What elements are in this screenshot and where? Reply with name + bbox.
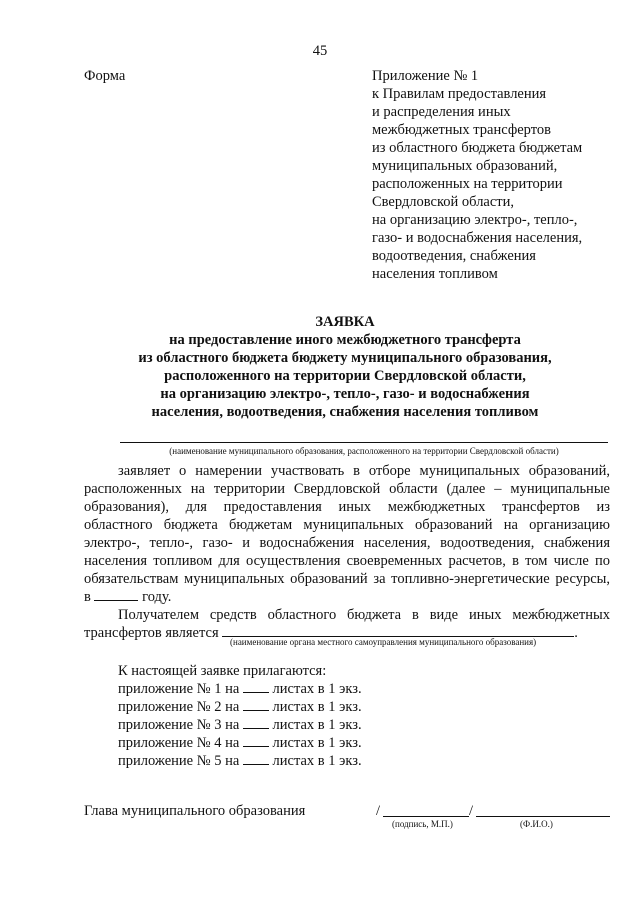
body-line: областного бюджета бюджетам муниципальных образований на организацию (84, 517, 610, 533)
year-line (84, 588, 171, 606)
signature-line[interactable] (383, 816, 469, 817)
body-line: электро-, тепло-, газо- и водоснабжения населения, водоотведения, снабжения (84, 535, 610, 551)
attachment-item (118, 716, 362, 734)
body-line: обязательствам муниципальных образований за топливно-энергетические ресурсы, (84, 571, 610, 587)
attachment-item (118, 680, 362, 698)
sheets-blank[interactable] (243, 680, 269, 693)
body-line: расположенных на территории Свердловской области (далее – муниципальные (84, 481, 610, 497)
appendix-line: населения топливом (372, 266, 498, 282)
attachment-prefix: приложение № 3 на (118, 717, 240, 733)
page-number: 45 (312, 43, 328, 59)
attachments-heading: К настоящей заявке прилагаются: (118, 663, 327, 679)
attachment-item (118, 734, 362, 752)
signature-caption: (подпись, М.П.) (392, 819, 453, 829)
body-line: заявляет о намерении участвовать в отборе муниципальных образований, (118, 463, 610, 479)
title-line: расположенного на территории Свердловской области, (164, 368, 526, 384)
appendix-block (372, 67, 622, 283)
body-line: образования), для предоставления иных межбюджетных трансфертов из (84, 499, 610, 515)
sheets-blank[interactable] (243, 698, 269, 711)
appendix-line: межбюджетных трансфертов (372, 122, 551, 138)
title-line: из областного бюджета бюджету муниципального образования, (138, 350, 552, 366)
sheets-blank[interactable] (243, 734, 269, 747)
attachment-prefix: приложение № 2 на (118, 699, 240, 715)
attachment-suffix: листах в 1 экз. (272, 735, 362, 751)
appendix-line: Приложение № 1 (372, 68, 479, 84)
municipality-caption: (наименование муниципального образования, расположенного на территории Свердловской области) (169, 446, 559, 456)
form-label: Форма (84, 68, 126, 84)
attachment-prefix: приложение № 1 на (118, 681, 240, 697)
attachment-prefix: приложение № 4 на (118, 735, 240, 751)
appendix-line: из областного бюджета бюджетам (372, 140, 583, 156)
recipient-label: трансфертов является (84, 625, 219, 641)
attachment-suffix: листах в 1 экз. (272, 699, 362, 715)
signature-separator: / (469, 803, 474, 819)
appendix-line: на организацию электро-, тепло-, (372, 212, 578, 228)
attachment-suffix: листах в 1 экз. (272, 753, 362, 769)
appendix-line: водоотведения, снабжения (372, 248, 536, 264)
recipient-line: Получателем средств областного бюджета в виде иных межбюджетных (118, 607, 610, 623)
fio-line[interactable] (476, 816, 610, 817)
appendix-line: газо- и водоснабжения населения, (372, 230, 583, 246)
recipient-organ-blank[interactable] (222, 624, 574, 637)
title-line: на организацию электро-, тепло-, газо- и водоснабжения (160, 386, 530, 402)
municipality-name-line[interactable] (120, 442, 608, 443)
sheets-blank[interactable] (243, 752, 269, 765)
appendix-line: муниципальных образований, (372, 158, 558, 174)
year-suffix: году. (142, 589, 172, 605)
year-blank[interactable] (94, 588, 138, 601)
sheets-blank[interactable] (243, 716, 269, 729)
signature-role: Глава муниципального образования (84, 803, 306, 819)
year-prefix: в (84, 589, 91, 605)
recipient-end: . (574, 625, 578, 641)
attachment-prefix: приложение № 5 на (118, 753, 240, 769)
attachment-item (118, 752, 362, 770)
title-line: на предоставление иного межбюджетного трансферта (169, 332, 521, 348)
body-line: населения топливом для осуществления своевременных расчетов, в том числе по (84, 553, 610, 569)
title-heading: ЗАЯВКА (315, 314, 375, 330)
attachment-suffix: листах в 1 экз. (272, 681, 362, 697)
appendix-line: расположенных на территории (372, 176, 563, 192)
organ-caption: (наименование органа местного самоуправления муниципального образования) (230, 637, 537, 647)
attachment-item (118, 698, 362, 716)
signature-separator: / (376, 803, 381, 819)
appendix-line: и распределения иных (372, 104, 511, 120)
title-line: населения, водоотведения, снабжения населения топливом (151, 404, 539, 420)
document-title (60, 313, 630, 421)
appendix-line: Свердловской области, (372, 194, 515, 210)
fio-caption: (Ф.И.О.) (520, 819, 553, 829)
attachment-suffix: листах в 1 экз. (272, 717, 362, 733)
appendix-line: к Правилам предоставления (372, 86, 547, 102)
